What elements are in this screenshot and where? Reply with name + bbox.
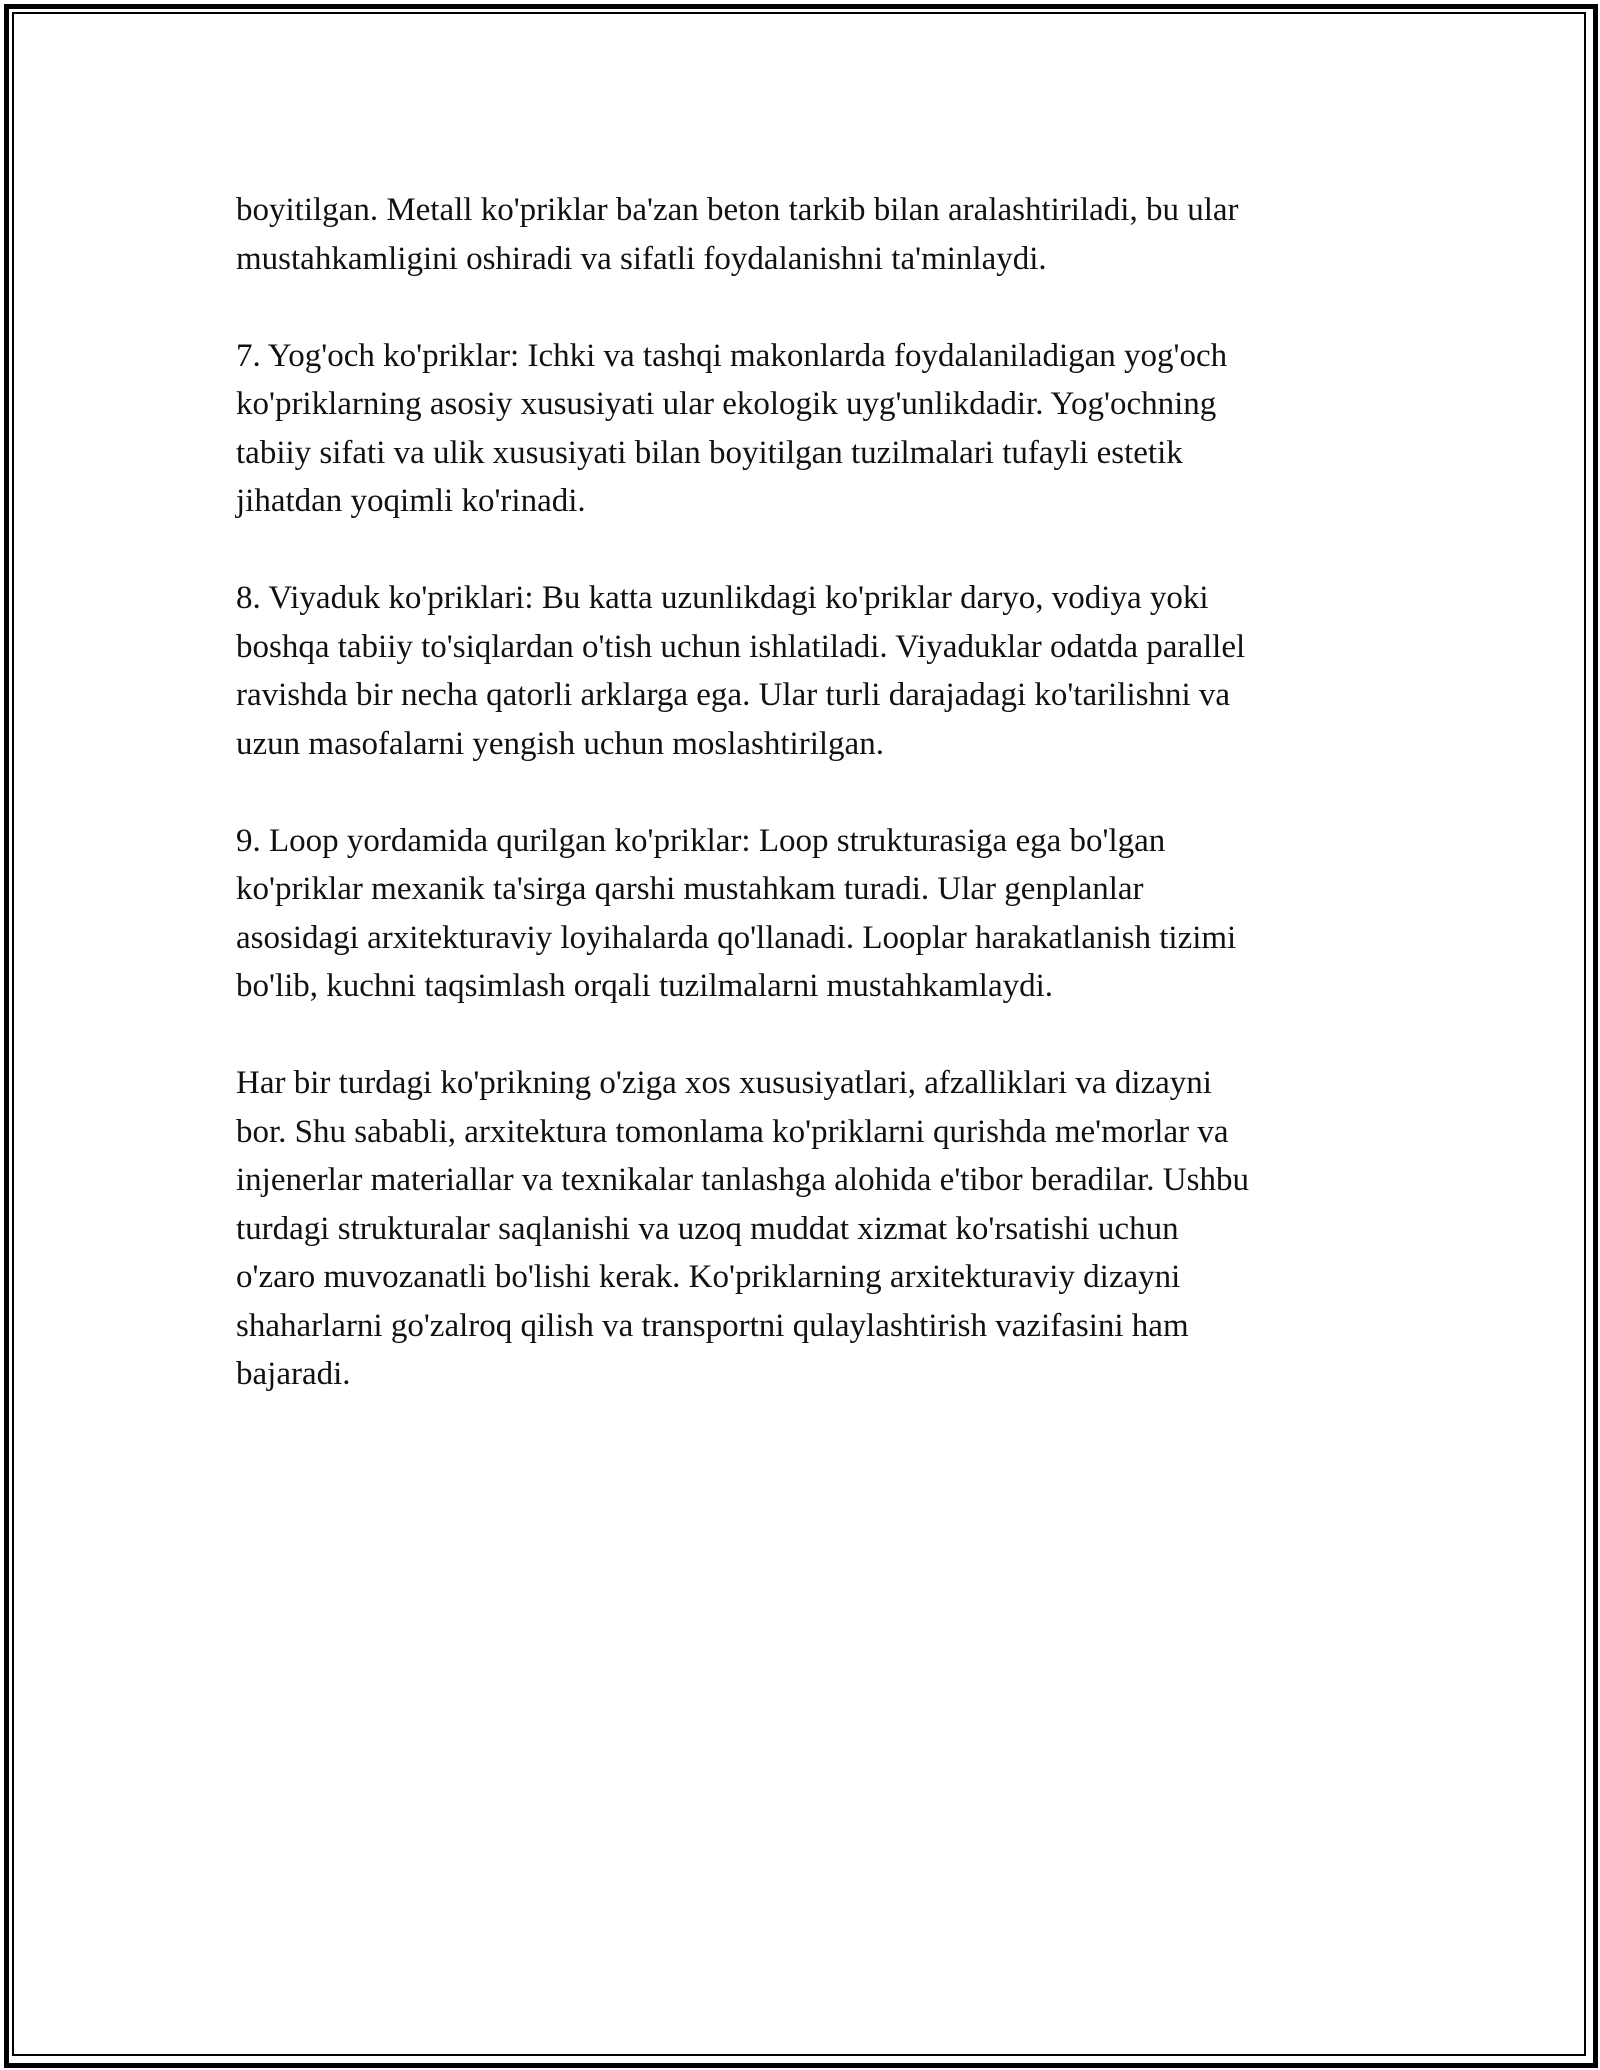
- paragraph-viaduct-bridges: 8. Viyaduk ko'priklari: Bu katta uzunlikdagi ko'priklar daryo, vodiya yoki boshqa tabiiy to'siqlardan o'tish uchun ishlatiladi. Viyaduklar odatda parallel ravishda bir necha qatorli arklarga ega. Ular turli darajadagi ko'tarilishni va uzun masofalarni yengish uchun moslashtirilgan.: [236, 580, 1246, 762]
- paragraph-wooden-bridges: 7. Yog'och ko'priklar: Ichki va tashqi makonlarda foydalaniladigan yog'och ko'priklarning asosiy xususiyati ular ekologik uyg'unlikdadir. Yog'ochning tabiiy sifati va ulik xususiyati bilan boyitilgan tuzilmalari tufayli estetik jihatdan yoqimli ko'rinadi.: [236, 337, 1228, 519]
- paragraph-loop-bridges: 9. Loop yordamida qurilgan ko'priklar: Loop strukturasiga ega bo'lgan ko'priklar mexanik ta'sirga qarshi mustahkam turadi. Ular genplanlar asosidagi arxitekturaviy loyihalarda qo'llanadi. Looplar harakatlanish tizimi bo'lib, kuchni taqsimlash orqali tuzilmalarni mustahkamlaydi.: [236, 822, 1237, 1004]
- document-body: [236, 186, 1376, 1447]
- paragraph-metal-bridges-continued: boyitilgan. Metall ko'priklar ba'zan beton tarkib bilan aralashtiriladi, bu ular mustahkamligini oshiradi va sifatli foydalanishni ta'minlaydi.: [236, 192, 1239, 277]
- paragraph-conclusion: Har bir turdagi ko'prikning o'ziga xos xususiyatlari, afzalliklari va dizayni bor. Shu sababli, arxitektura tomonlama ko'priklarni qurishda me'morlar va injenerlar materiallar va texnikalar tanlashga alohida e'tibor beradilar. Ushbu turdagi strukturalar saqlanishi va uzoq muddat xizmat ko'rsatishi uchun o'zaro muvozanatli bo'lishi kerak. Ko'priklarning arxitekturaviy dizayni shaharlarni go'zalroq qilish va transportni qulaylashtirish vazifasini ham bajaradi.: [236, 1065, 1249, 1392]
